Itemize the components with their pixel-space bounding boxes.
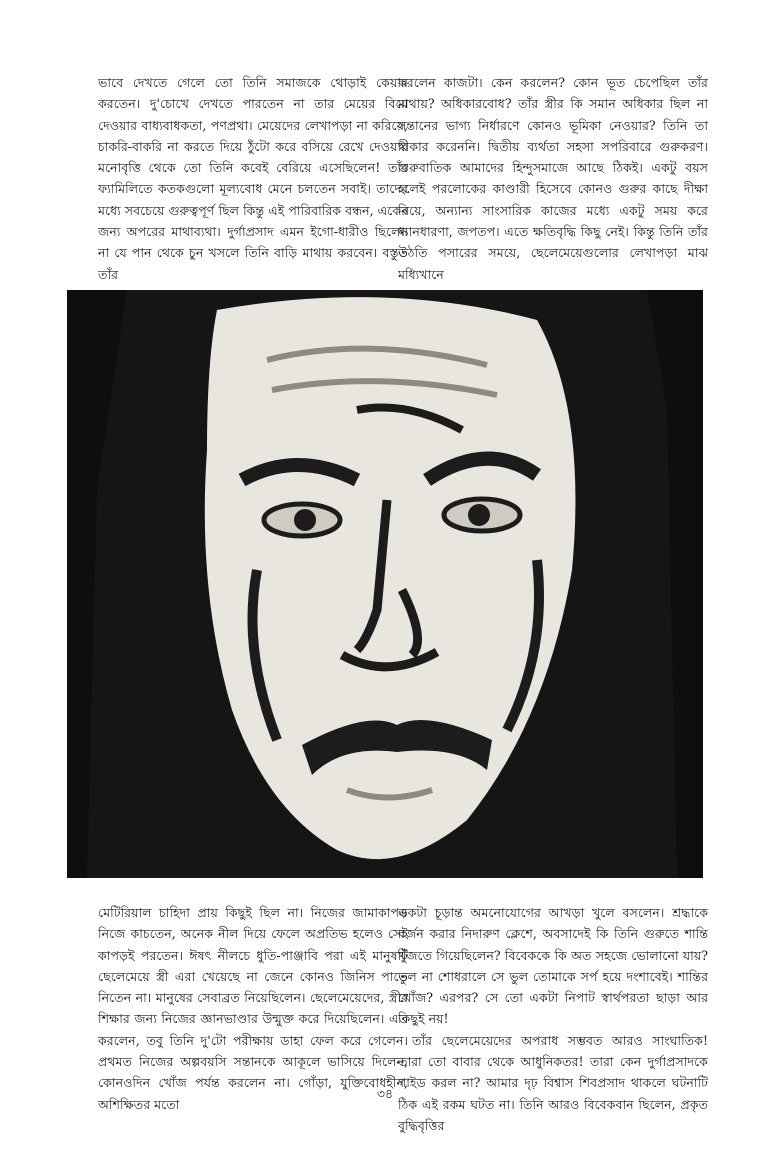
text-column-bottom-left — [98, 902, 408, 1115]
paragraph: করলেন কাজটা। কেন করলেন? কোন ভূত চেপেছিল তাঁর মাথায়? অধিকারবোধ? তাঁর স্ত্রীর কি সমান অধিকার ছিল না সন্তানের ভাগ্য নির্ধারণে কোনও ভূমিকা নেওয়ার? তিনি তা স্বীকার করেননি। দ্বিতীয় ব্যর্থতা সহসা সপরিবারে গুরুকরণ। গুরুবাতিক আমাদের হিন্দুসমাজে আছে ঠিকই। একটু বয়স হলেই পরলোকের কাণ্ডারী হিসেবে কোনও গুরুর কাছে দীক্ষা নিয়ে, অন্যান্য সাংসারিক কাজের মধ্যে একটু সময় করে ধ্যানধারণা, জপতপ। এতে ক্ষতিবৃদ্ধি কিছু নেই। কিন্তু তিনি তাঁর উঠতি পসারের সময়ে, ছেলেমেয়েগুলোর লেখাপড়া মাঝ মধ্যিখানে — [398, 75, 708, 282]
text-column-top-left — [98, 72, 408, 285]
paragraph: একটা চূড়ান্ত অমনোযোগের আখড়া খুলে বসলেন। শ্রদ্ধাকে বর্জন করার নিদারুণ ক্লেশে, অবসাদেই কি তিনি গুরুতে শান্তি খুঁজতে গিয়েছিলেন? বিবেককে কি অত সহজে ভোলানো যায়? ভুল না শোধরালে সে ভুল তোমাকে সর্প হয়ে দংশাবেই। শান্তির খোঁজ? এরপর? সে তো একটা নিপাট স্বার্থপরতা ছাড়া আর কিছুই নয়! — [398, 905, 708, 1027]
text-column-top-right — [398, 72, 708, 285]
paragraph: ভাবে দেখতে গেলে তো তিনি সমাজকে থোড়াই কেয়ার করতেন। দু'চোখে দেখতে পারতেন না তার মেয়ের বিয়ে দেওয়ার বাধ্যবাধকতা, পণপ্রথা। মেয়েদের লেখাপড়া না করিয়ে, চাকরি-বাকরি না করতে দিয়ে ঠুঁটো করে বসিয়ে রেখে দেওয়ার মনোবৃত্তি থেকে তো তিনি কবেই বেরিয়ে এসেছিলেন! তাঁর ফ্যামিলিতে কতকগুলো মূল্যবোধ মেনে চলতেন সবাই। তাদের মধ্যে সবচেয়ে গুরুত্বপূর্ণ ছিল কিন্তু এই পারিবারিক বন্ধন, একের জন্য অপরের মাথাব্যথা। দুর্গাপ্রসাদ এমন ইগো-ধারীও ছিলেন না যে পান থেকে চুন খসলে তিনি বাড়ি মাথায় করবেন। বস্তুত তাঁর — [98, 75, 408, 282]
paragraph: তাঁর ছেলেমেয়েদের অপরাধ সম্ভবত আরও সাংঘাতিক! তারা তো বাবার থেকে আধুনিকতর! তারা কেন দুর্গাপ্রসাদকে গাইড করল না? আমার দৃঢ় বিশ্বাস শিবপ্রসাদ থাকলে ঘটনাটি ঠিক এই রকম ঘটত না। তিনি আরও বিবেকবান ছিলেন, প্রকৃত বুদ্ধিবৃত্তির — [398, 1032, 708, 1133]
page-number: ৩৪ — [376, 1086, 394, 1101]
paragraph: মেটিরিয়াল চাহিদা প্রায় কিছুই ছিল না। নিজের জামাকাপড় নিজে কাচতেন, অনেক নীল দিয়ে ফেলে অপ্রতিভ হলেও সেই কাপড়ই পরতেন। ঈষৎ নীলচে ধুতি-পাঞ্জাবি পরা এই মানুষটি ছেলেমেয়ে স্ত্রী এরা খেয়েছে না জেনে কোনও জিনিস পাতে নিতেন না। মানুষের সেবাব্রত নিয়েছিলেন। ছেলেমেয়েদের, স্ত্রীর শিক্ষার জন্য নিজের জ্ঞানভাণ্ডার উন্মুক্ত করে দিয়েছিলেন। এত করলেন, তবু তিনি দু'টো পরীক্ষায় ডাহা ফেল করে গেলেন। প্রথমত নিজের অল্পবয়সি সন্তানকে আকূলে ভাসিয়ে দিলেন, কোনওদিন খোঁজ পর্যন্ত করলেন না। গোঁড়া, যুক্তিবোধহীন, অশিক্ষিতর মতো — [98, 905, 408, 1112]
portrait-painting — [67, 290, 703, 878]
